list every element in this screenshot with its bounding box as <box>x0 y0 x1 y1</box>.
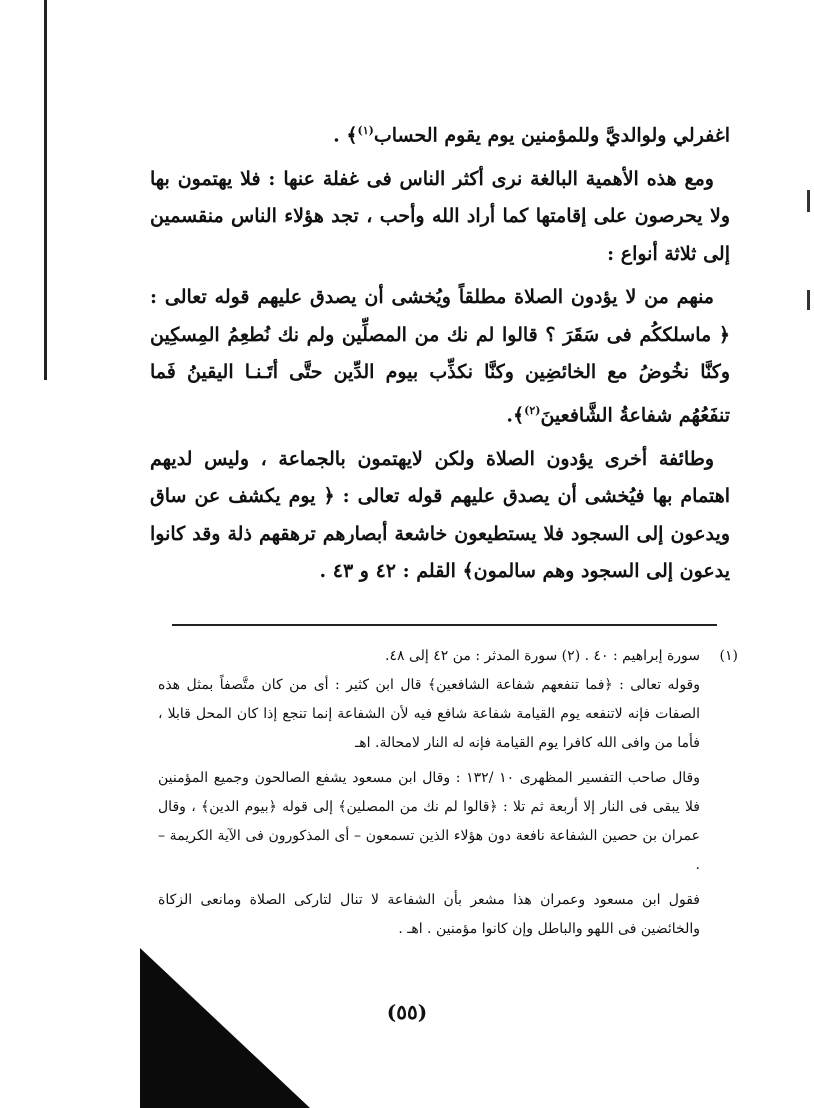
scan-corner-shadow <box>140 948 310 1108</box>
footnote-body <box>158 671 738 944</box>
opening-line: اغفرلي ولوالديَّ وللمؤمنين يوم يقوم الحساب$^{(١)}$﴾ . <box>333 124 730 147</box>
footnote-conclusion: فقول ابن مسعود وعمران هذا مشعر بأن الشفاعة لا تنال لتاركى الصلاة ومانعى الزكاة والخائضين فى اللهو والباطل وإن كانوا مؤمنين . اهـ . <box>158 892 700 937</box>
footnote-mazhari: وقال صاحب التفسير المظهرى ١٠ /١٣٢ : وقال ابن مسعود يشفع الصالحون وجميع المؤمنين فلا يبقى فى النار إلا أربعة ثم تلا : ﴿قالوا لم نك من المصلين﴾ إلى قوله ﴿بيوم الدين﴾ ، وقال عمران بن حصين الشفاعة نافعة دون هؤلاء الذين تسمعون – أى المذكورون فى الآية الكريمة – . <box>158 770 701 873</box>
scan-right-edge-marks <box>804 190 810 310</box>
footnote-separator <box>172 624 717 626</box>
quran-quote-muddaththir: ﴿ ماسلككُم فى سَقَرَ ؟ قالوا لم نك من المصلِّين ولم نك نُطعِمُ المِسكِين وكنَّا نخُوضُ مع الخائضِين وكنَّا نكذِّب بيوم الدِّين حتَّى أتَـنـا اليقينُ فَما تنفَعُهُم شفاعةُ الشَّافعينَ <box>150 323 730 427</box>
footnotes <box>158 642 738 944</box>
paragraph-first-group: منهم من لا يؤدون الصلاة مطلقاً ويُخشى أن يصدق عليهم قوله تعالى : ﴿ ماسلككُم فى سَقَرَ ؟ قالوا لم نك من المصلِّين ولم نك نُطعِمُ المِسكِين وكنَّا نخُوضُ مع الخائضِين وكنَّا نكذِّب بيوم الدِّين حتَّى أتَـنـا اليقينُ فَما تنفَعُهُم شفاعةُ الشَّافعينَ$^{(٢)}$﴾. <box>150 286 730 427</box>
main-text <box>150 112 730 591</box>
footnote-ref-1: (١) <box>357 124 374 137</box>
footnote-number: (١) <box>719 648 738 664</box>
footnote-ref-2: (٢) <box>524 403 541 417</box>
footnote-ibn-kathir: وقوله تعالى : ﴿فما تنفعهم شفاعة الشافعين﴾ قال ابن كثير : أى من كان متَّصفاً بمثل هذه الصفات فإنه لاتنفعه يوم القيامة شفاعة شافع فيه لأن الشفاعة إنما تنجع إذا كان المحل قابلا ، فأما من وافى الله كافرا يوم القيامة فإنه له النار لامحالة. اهـ <box>158 677 700 751</box>
footnote-sources: (١) سورة إبراهيم : ٤٠ . (٢) سورة المدثر : من ٤٢ إلى ٤٨. <box>158 642 738 671</box>
paragraph-second-group: وطائفة أخرى يؤدون الصلاة ولكن لايهتمون بالجماعة ، وليس لديهم اهتمام بها فيُخشى أن يصدق عليهم قوله تعالى : ﴿ يوم يكشف عن ساق ويدعون إلى السجود فلا يستطيعون خاشعة أبصارهم ترهقهم ذلة وقد كانوا يدعون إلى السجود وهم سالمون﴾ القلم : ٤٢ و ٤٣ . <box>150 447 730 583</box>
paragraph-neglect: ومع هذه الأهمية البالغة نرى أكثر الناس فى غفلة عنها : فلا يهتمون بها ولا يحرصون على إقامتها كما أراد الله وأحب ، تجد هؤلاء الناس منقسمين إلى ثلاثة أنواع : <box>150 167 730 265</box>
page-number: (٥٥) <box>386 1000 428 1024</box>
scan-left-border <box>44 0 47 380</box>
